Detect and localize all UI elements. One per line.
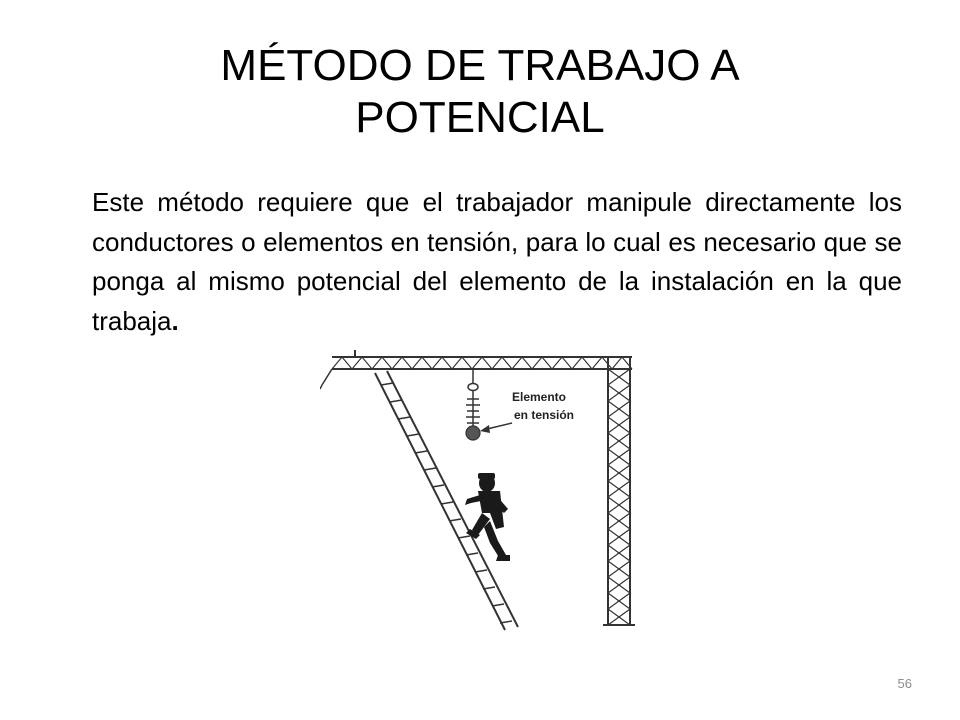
title-line-1: MÉTODO DE TRABAJO A (220, 41, 740, 90)
worker-figure (465, 473, 510, 561)
tower-leg (603, 357, 635, 625)
live-work-illustration (320, 345, 640, 650)
body-end-mark: . (171, 305, 179, 336)
label-line-2: en tensión (514, 408, 575, 422)
slide-title (80, 40, 880, 144)
label-line-1: Elemento (512, 390, 567, 404)
live-element (466, 426, 480, 440)
body-paragraph (92, 183, 902, 341)
insulator-string (466, 369, 480, 429)
page-number: 56 (897, 676, 912, 691)
body-text: Este método requiere que el trabajador manipule directamente los conductores o elementos en tensión, para lo cual es necesario que se ponga al mismo potencial del elemento de la instalación en la que trabaja (92, 187, 902, 336)
title-line-2: POTENCIAL (355, 93, 605, 142)
label-arrow (480, 423, 512, 433)
tower-crossarm (320, 350, 632, 389)
